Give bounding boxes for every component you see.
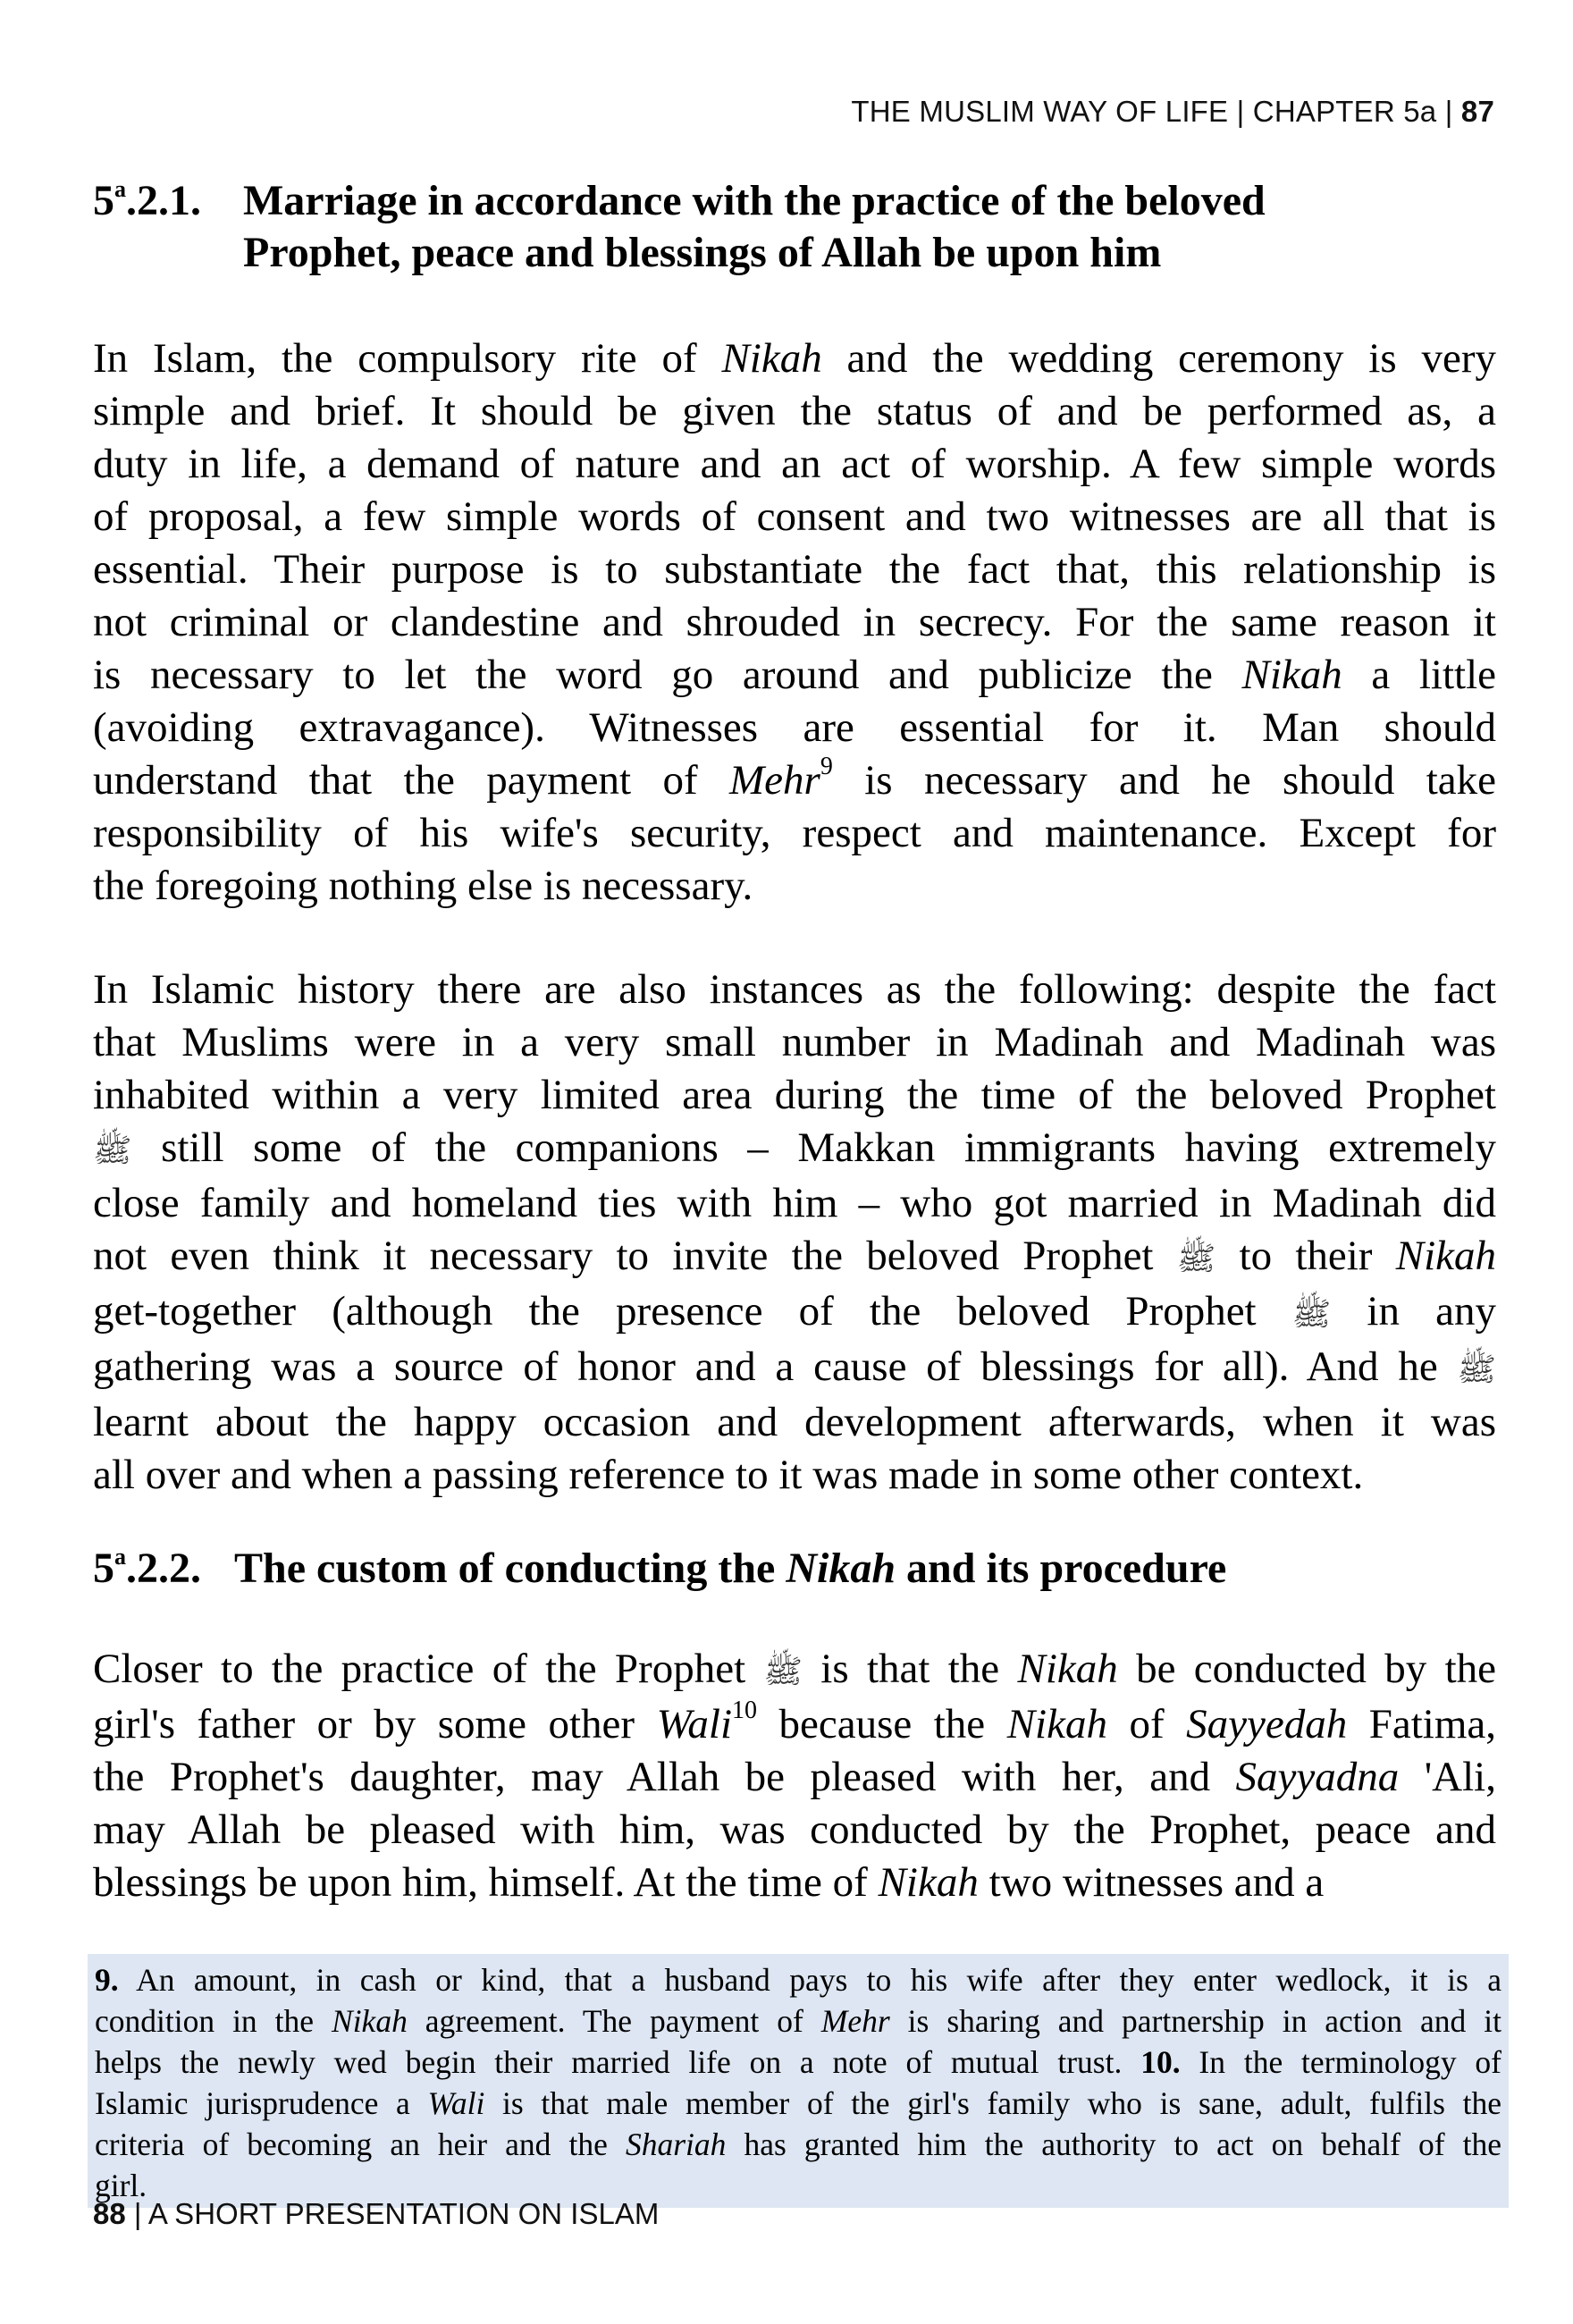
section-title: The custom of conducting the Nikah and its procedure [234, 1545, 1227, 1592]
salutation-glyph-icon: ﷺ [93, 1133, 132, 1169]
footer-separator: | [133, 2197, 142, 2230]
page-footer [93, 2197, 659, 2231]
section-heading-5a-2-1 [93, 175, 1469, 279]
paragraph-1: In Islam, the compulsory rite of Nikah and the wedding ceremony is very simple and brief. It should be given the status of and be performed as, a duty in life, a demand of nature and an act of worship. A few simple words of proposal, a few simple words of consent and two witnesses are all that is essential. Their purpose is to substantiate the fact that, this relationship is not criminal or clandestine and shrouded in secrecy. For the same reason it is necessary to let the word go around and publicize the Nikah a little (avoiding extravagance). Witnesses are essential for it. Man should understand that the payment of Mehr$^9$ is necessary and he should take responsibility of his wife's security, respect and maintenance. Except for the foregoing nothing else is necessary. [93, 335, 1497, 909]
running-head-page-number: 87 [1460, 95, 1494, 128]
running-head-separator: | [1236, 95, 1245, 128]
section-heading-5a-2-2 [93, 1543, 1487, 1595]
section-title-line2: Prophet, peace and blessings of Allah be upon him [243, 229, 1162, 276]
salutation-glyph-icon: ﷺ [1457, 1351, 1496, 1388]
running-head-book-title: THE MUSLIM WAY OF LIFE [851, 95, 1229, 128]
footnote-ref-10[interactable]: 10 [732, 1697, 758, 1724]
running-head-separator: | [1444, 95, 1453, 128]
running-head [851, 95, 1494, 129]
section-number: 5$^a$.2.1. [93, 176, 201, 224]
footnotes-block: 9. An amount, in cash or kind, that a husband pays to his wife after they enter wedlock, it is a condition in the Nikah agreement. The payment of Mehr is sharing and partnership in action and it helps the newly wed begin their married life on a note of mutual trust. 10. In the terminology of Islamic jurisprudence a Wali is that male member of the girl's family who is sane, adult, fulfils the criteria of becoming an heir and the Shariah has granted him the authority to act on behalf of the girl. [88, 1954, 1509, 2208]
footnote-ref-9[interactable]: 9 [820, 753, 833, 780]
footnote-9-number: 9. [95, 1962, 119, 1998]
salutation-glyph-icon: ﷺ [1291, 1296, 1332, 1333]
paragraph-2: In Islamic history there are also instances as the following: despite the fact that Muslims were in a very small number in Madinah and Madinah was inhabited within a very limited area during the time of the beloved Prophet ﷺ still some of the companions – Makkan immigrants having extremely close family and homeland ties with him – who got married in Madinah did not even think it necessary to invite the beloved Prophet ﷺ to their Nikah get-together (although the presence of the beloved Prophet ﷺ in any gathering was a source of honor and a cause of blessings for all). And he ﷺ learnt about the happy occasion and development afterwards, when it was all over and when a passing reference to it was made in some other context. [93, 966, 1496, 1498]
section-number: 5$^a$.2.2. [93, 1544, 201, 1592]
footer-page-number: 88 [93, 2197, 126, 2230]
footer-book-title: A SHORT PRESENTATION ON ISLAM [147, 2197, 660, 2230]
section-title-line1: Marriage in accordance with the practice of the beloved [243, 177, 1266, 224]
footnote-10-number: 10. [1140, 2044, 1181, 2080]
running-head-chapter: CHAPTER 5a [1252, 95, 1437, 128]
salutation-glyph-icon: ﷺ [1176, 1241, 1216, 1277]
paragraph-3: Closer to the practice of the Prophet ﷺ is that the Nikah be conducted by the girl's father or by some other Wali$^{10}$ because the Nikah of Sayyedah Fatima, the Prophet's daughter, may Allah be pleased with her, and Sayyadna 'Ali, may Allah be pleased with him, was conducted by the Prophet, peace and blessings be upon him, himself. At the time of Nikah two witnesses and a [93, 1646, 1497, 1906]
salutation-glyph-icon: ﷺ [763, 1654, 803, 1690]
